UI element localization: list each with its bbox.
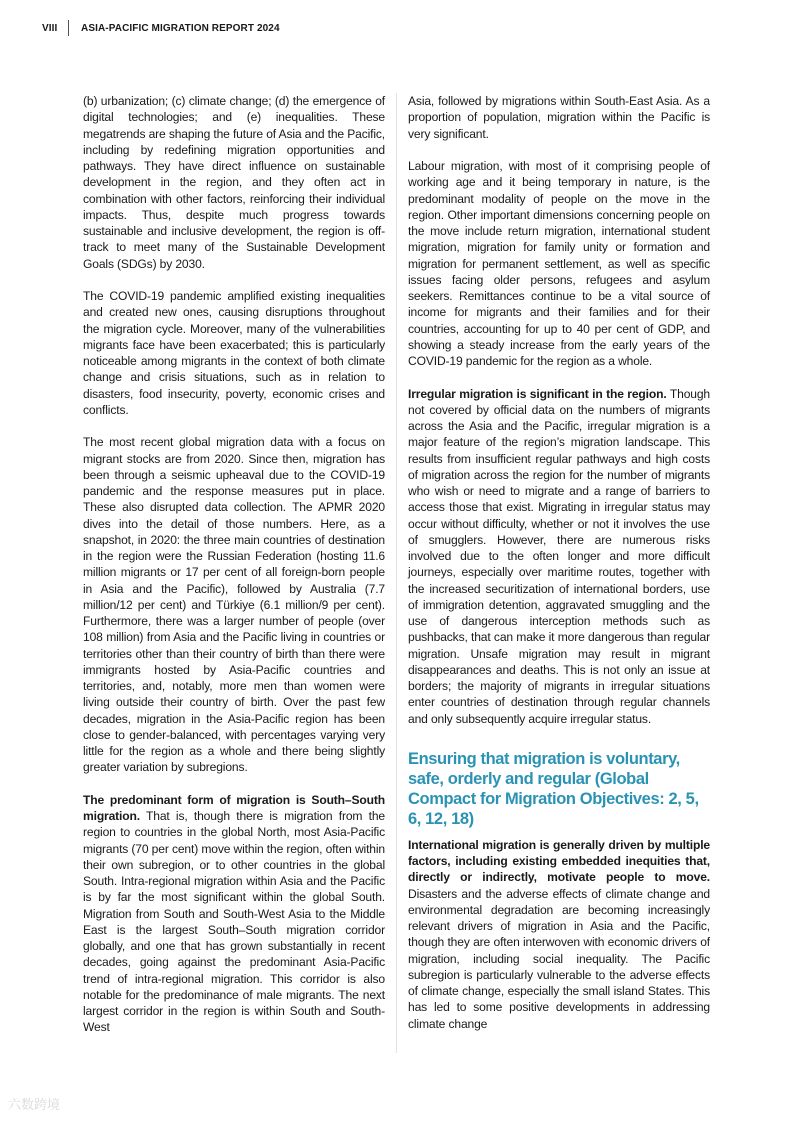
paragraph-text: Asia, followed by migrations within South-East Asia. As a proportion of population, migration within the Pacific is very significant. [408, 94, 710, 141]
paragraph-text: The COVID-19 pandemic amplified existing inequalities and created new ones, causing disruptions throughout the migration cycle. Moreover, many of the vulnerabilities migrants face have been exacerbated; this is particularly noticeable among migrants in the context of both climate change and crisis situations, such as in relation to disasters, food insecurity, poverty, economic crises and conflicts. [83, 289, 385, 417]
paragraph [408, 386, 710, 727]
page-number: VIII [42, 22, 58, 34]
paragraph [83, 93, 385, 272]
paragraph [408, 93, 710, 142]
paragraph [83, 288, 385, 418]
paragraph-lead: Irregular migration is significant in the region. [408, 386, 667, 401]
paragraph-text: (b) urbanization; (c) climate change; (d) the emergence of digital technologies; and (e) inequalities. These megatrends are shaping the future of Asia and the Pacific, including by redefining migration opportunities and pathways. They have direct influence on sustainable development in the region, and they often act in combination with other factors, reinforcing their individual impacts. Thus, despite much progress towards sustainable and inclusive development, the region is off-track to meet many of the Sustainable Development Goals (SDGs) by 2030. [83, 94, 385, 271]
paragraph-text: Disasters and the adverse effects of climate change and environmental degradation are becoming increasingly relevant drivers of migration in Asia and the Pacific, though they are often interwoven with economic drivers of migration, including social inequality. The Pacific subregion is particularly vulnerable to the adverse effects of climate change, especially the small island States. This has led to some positive developments in addressing climate change [408, 886, 710, 1031]
report-title: ASIA-PACIFIC MIGRATION REPORT 2024 [81, 22, 280, 34]
paragraph-lead: The predominant form of migration is South–South migration. [83, 792, 385, 823]
left-column [83, 93, 385, 1052]
running-header [42, 20, 280, 36]
right-column [408, 93, 710, 1048]
section-heading: Ensuring that migration is voluntary, safe, orderly and regular (Global Compact for Migration Objectives: 2, 5, 6, 12, 18) [408, 749, 699, 828]
watermark-logo: 六数跨境 [8, 1097, 61, 1112]
paragraph-text: That is, though there is migration from the region to countries in the global North, most Asia-Pacific migrants (70 per cent) move within the region, often within their own subregion, or to other countries in the global South. Intra-regional migration within Asia and the Pacific is by far the most significant within the global South. Migration from South and South-West Asia to the Middle East is the largest South–South migration corridor globally, and one that has grown substantially in recent decades, going against the predominant Asia-Pacific trend of intra-regional migration. This corridor is also notable for the predominance of male migrants. The next largest corridor in the region is within South and South-West [83, 809, 385, 1035]
paragraph [408, 837, 710, 1032]
paragraph [83, 434, 385, 775]
paragraph-lead: International migration is generally driven by multiple factors, including existing embedded inequities that, directly or indirectly, motivate people to move. [408, 837, 710, 885]
column-divider [396, 93, 397, 1053]
paragraph-text: Labour migration, with most of it comprising people of working age and it being temporary in nature, is the predominant modality of people on the move in the region. Other important dimensions concerning people on the move include return migration, international student migration, migration for family unity or formation and migration for permanent settlement, as well as specific issues facing older persons, refugees and asylum seekers. Remittances continue to be a vital source of income for migrants and their families and for their countries, accounting for up to 40 per cent of GDP, and showing a steady increase from the early years of the COVID-19 pandemic for the region as a whole. [408, 159, 710, 368]
paragraph-text: Though not covered by official data on the numbers of migrants across the Asia and the Pacific, irregular migration is a major feature of the region’s migration landscape. This results from insufficient regular pathways and high costs of migration across the region for the number of migrants who wish or need to migrate and a range of barriers to access those that exist. Migrating in irregular status may occur without difficulty, whether or not it involves the use of smugglers. However, there are numerous risks involved due to the often longer and more difficult journeys, especially over maritime routes, together with the increased securitization of international borders, use of immigration detention, aggravated smuggling and the use of dangerous interception methods such as pushbacks, that can make it more dangerous than regular migration. Unsafe migration may result in migrant disappearances and deaths. This is not only an issue at borders; the majority of migrants in irregular situations enter countries of destination through regular channels and only subsequently acquire irregular status. [408, 386, 710, 726]
paragraph [408, 158, 710, 369]
header-divider [68, 20, 69, 36]
paragraph-text: The most recent global migration data with a focus on migrant stocks are from 2020. Since then, migration has been through a seismic upheaval due to the COVID-19 pandemic and the response measures put in place. These also disrupted data collection. The APMR 2020 dives into the detail of those numbers. Here, as a snapshot, in 2020: the three main countries of destination in the region were the Russian Federation (hosting 11.6 million migrants or 17 per cent of all foreign-born people in Asia and the Pacific), followed by Australia (7.7 million/12 per cent) and Türkiye (6.1 million/9 per cent). Furthermore, there was a larger number of people (over 108 million) from Asia and the Pacific living in countries or territories other than their country of birth than there were immigrants hosted by Asia-Pacific countries and territories, and, notably, more men than women were living outside their country of birth. Over the past few decades, migration in the Asia-Pacific region has been close to gender-balanced, with percentages varying very little for the region as a whole and there being slightly greater variation by subregions. [83, 435, 385, 775]
paragraph [83, 792, 385, 1036]
